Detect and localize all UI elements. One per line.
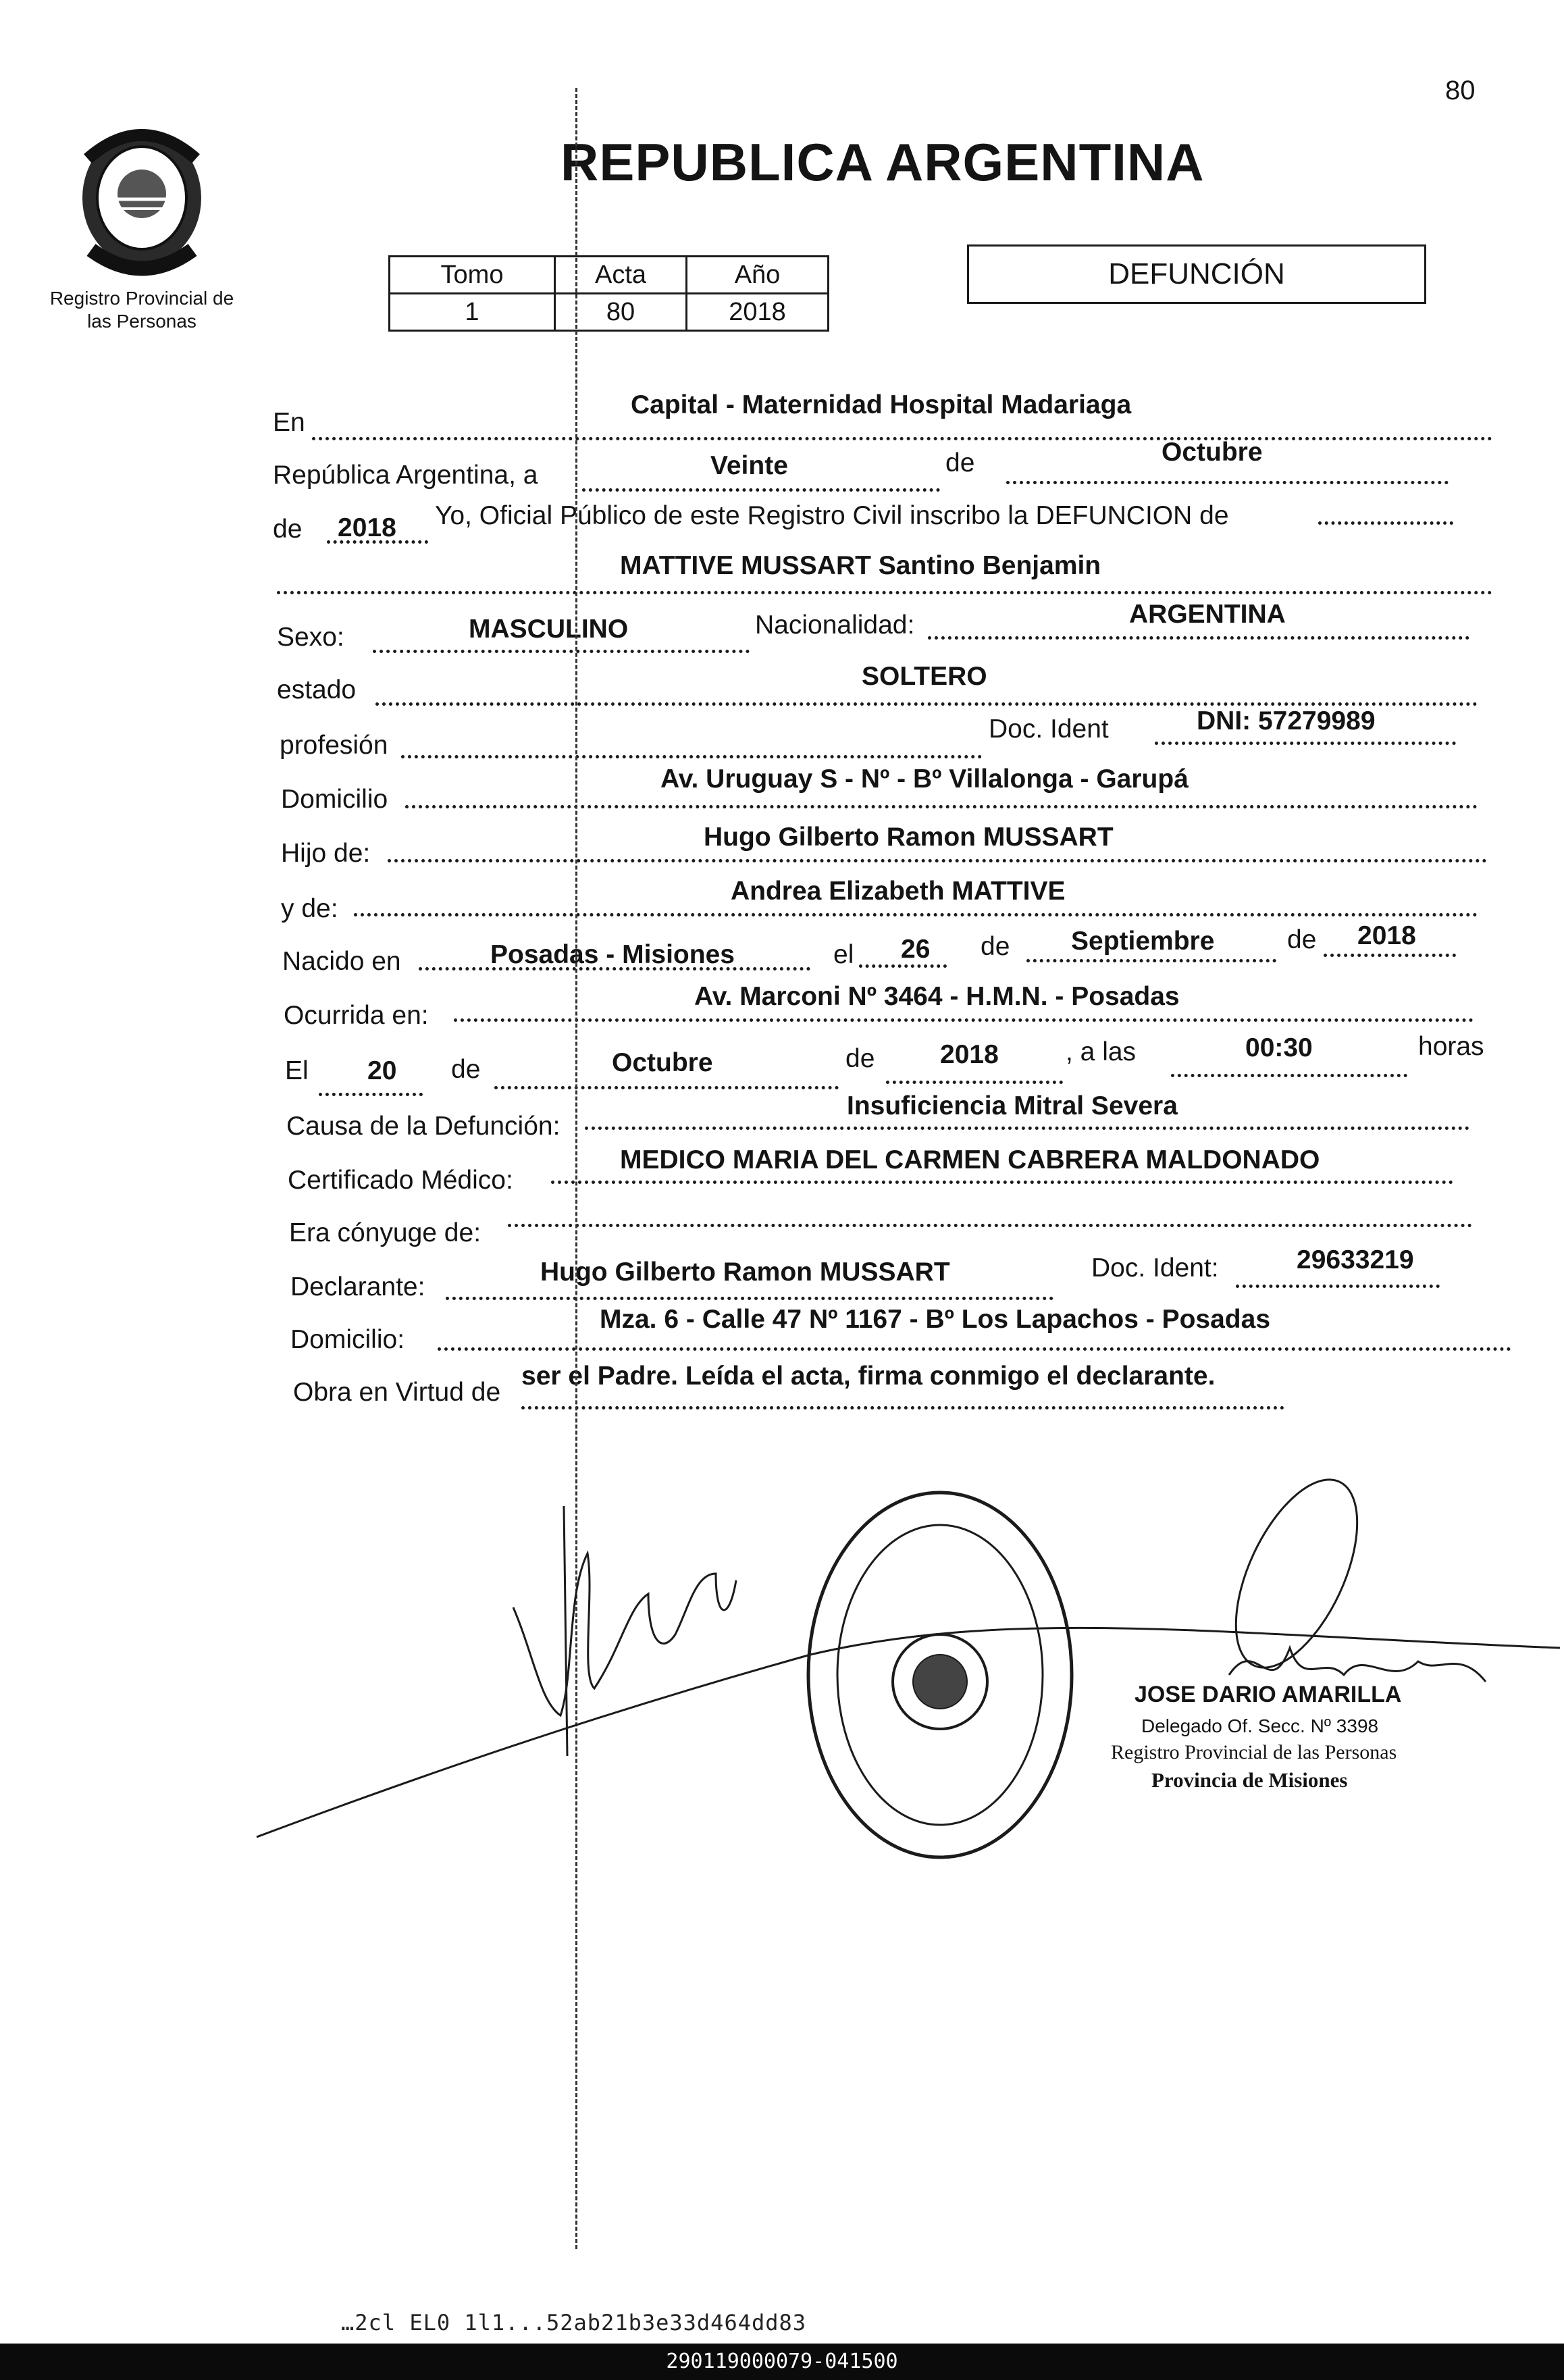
birth-place-value: Posadas - Misiones — [490, 940, 735, 969]
estado-value: SOLTERO — [862, 662, 987, 691]
nacionalidad-label: Nacionalidad: — [755, 611, 915, 640]
ocurrida-label: Ocurrida en: — [284, 1001, 429, 1030]
page-title: REPUBLICA ARGENTINA — [561, 132, 1205, 192]
death-day-value: 20 — [367, 1056, 397, 1085]
document-hash: …2cl EL0 1l1...52ab21b3e33d464dd83 — [341, 2310, 807, 2335]
father-value: Hugo Gilberto Ramon MUSSART — [704, 823, 1114, 852]
causa-value: Insuficiencia Mitral Severa — [847, 1091, 1178, 1120]
obra-value: ser el Padre. Leída el acta, firma conmigo el declarante. — [521, 1362, 1216, 1391]
de-label-6: de — [845, 1044, 875, 1073]
causa-label: Causa de la Defunción: — [286, 1112, 561, 1141]
el2-label: El — [285, 1056, 309, 1085]
acta-table-value-row — [390, 294, 829, 331]
doc-ident-value: DNI: 57279989 — [1197, 706, 1376, 735]
record-type-box: DEFUNCIÓN — [967, 244, 1426, 304]
official-stamp-line2: Delegado Of. Secc. Nº 3398 — [1141, 1715, 1379, 1736]
provincial-seal-logo — [61, 118, 223, 280]
yde-label: y de: — [281, 894, 338, 923]
registry-label-line1: Registro Provincial de — [49, 288, 234, 309]
birth-month-value: Septiembre — [1071, 927, 1215, 956]
birth-day-value: 26 — [901, 935, 931, 964]
acta-table-header-row — [390, 257, 829, 294]
declarante-label: Declarante: — [290, 1272, 425, 1301]
death-time-value: 00:30 — [1245, 1033, 1313, 1062]
round-official-seal — [808, 1493, 1072, 1857]
official-stamp-line4: Provincia de Misiones — [1151, 1768, 1348, 1792]
year-value: 2018 — [338, 513, 396, 542]
official-stamp-name: JOSE DARIO AMARILLA — [1135, 1682, 1402, 1707]
de-label-4: de — [1287, 925, 1317, 954]
doc-ident-label: Doc. Ident — [989, 715, 1109, 744]
acta-header-ano: Año — [687, 257, 829, 294]
deceased-name: MATTIVE MUSSART Santino Benjamin — [620, 551, 1101, 580]
mother-value: Andrea Elizabeth MATTIVE — [731, 877, 1066, 906]
acta-value-acta: 80 — [555, 294, 687, 331]
fold-line — [575, 88, 577, 2249]
conyuge-label: Era cónyuge de: — [289, 1218, 481, 1247]
en-label: En — [273, 408, 305, 437]
day-value: Veinte — [710, 451, 788, 480]
domicilio-label: Domicilio — [281, 785, 388, 814]
acta-value-tomo: 1 — [390, 294, 555, 331]
acta-header-acta: Acta — [555, 257, 687, 294]
horas-label: horas — [1418, 1032, 1484, 1061]
profesion-label: profesión — [280, 731, 388, 760]
declarante-value: Hugo Gilberto Ramon MUSSART — [540, 1258, 950, 1287]
republica-label: República Argentina, a — [273, 461, 538, 490]
official-signature — [1211, 1461, 1486, 1685]
nacionalidad-value: ARGENTINA — [1129, 600, 1286, 629]
obra-label: Obra en Virtud de — [293, 1378, 501, 1407]
footer-code-bar: 290119000079-041500 — [0, 2344, 1564, 2380]
de-label-1: de — [945, 448, 975, 477]
doc2-label: Doc. Ident: — [1091, 1253, 1219, 1283]
registry-label-line2: las Personas — [87, 311, 197, 332]
domicilio-value: Av. Uruguay S - Nº - Bº Villalonga - Garupá — [660, 765, 1189, 794]
de-label-5: de — [451, 1055, 481, 1084]
sexo-value: MASCULINO — [469, 615, 629, 644]
domicilio2-label: Domicilio: — [290, 1325, 405, 1354]
a-las-label: , a las — [1066, 1037, 1137, 1066]
acta-header-tomo: Tomo — [390, 257, 555, 294]
domicilio2-value: Mza. 6 - Calle 47 Nº 1167 - Bº Los Lapachos - Posadas — [600, 1305, 1271, 1334]
certificado-value: MEDICO MARIA DEL CARMEN CABRERA MALDONADO — [620, 1145, 1320, 1174]
page-number: 80 — [1445, 76, 1476, 105]
certificado-label: Certificado Médico: — [288, 1166, 513, 1195]
ocurrida-value: Av. Marconi Nº 3464 - H.M.N. - Posadas — [694, 982, 1180, 1011]
inscribo-text: Yo, Oficial Público de este Registro Civil inscribo la DEFUNCION de — [435, 501, 1229, 530]
place-value: Capital - Maternidad Hospital Madariaga — [631, 390, 1132, 419]
month-value: Octubre — [1162, 438, 1263, 467]
de-label-3: de — [981, 932, 1010, 961]
acta-value-ano: 2018 — [687, 294, 829, 331]
death-month-value: Octubre — [612, 1048, 713, 1077]
death-year-value: 2018 — [940, 1040, 999, 1069]
de-label-2: de — [273, 515, 303, 544]
nacido-label: Nacido en — [282, 947, 401, 976]
sexo-label: Sexo: — [277, 623, 344, 652]
estado-label: estado — [277, 675, 357, 704]
acta-table — [388, 255, 829, 332]
official-stamp-line3: Registro Provincial de las Personas — [1111, 1741, 1397, 1763]
doc2-value: 29633219 — [1297, 1245, 1414, 1274]
birth-year-value: 2018 — [1357, 921, 1416, 950]
declarant-signature — [257, 1506, 1560, 1837]
registry-label — [34, 287, 250, 333]
hijo-label: Hijo de: — [281, 839, 371, 868]
el-label: el — [833, 940, 854, 969]
